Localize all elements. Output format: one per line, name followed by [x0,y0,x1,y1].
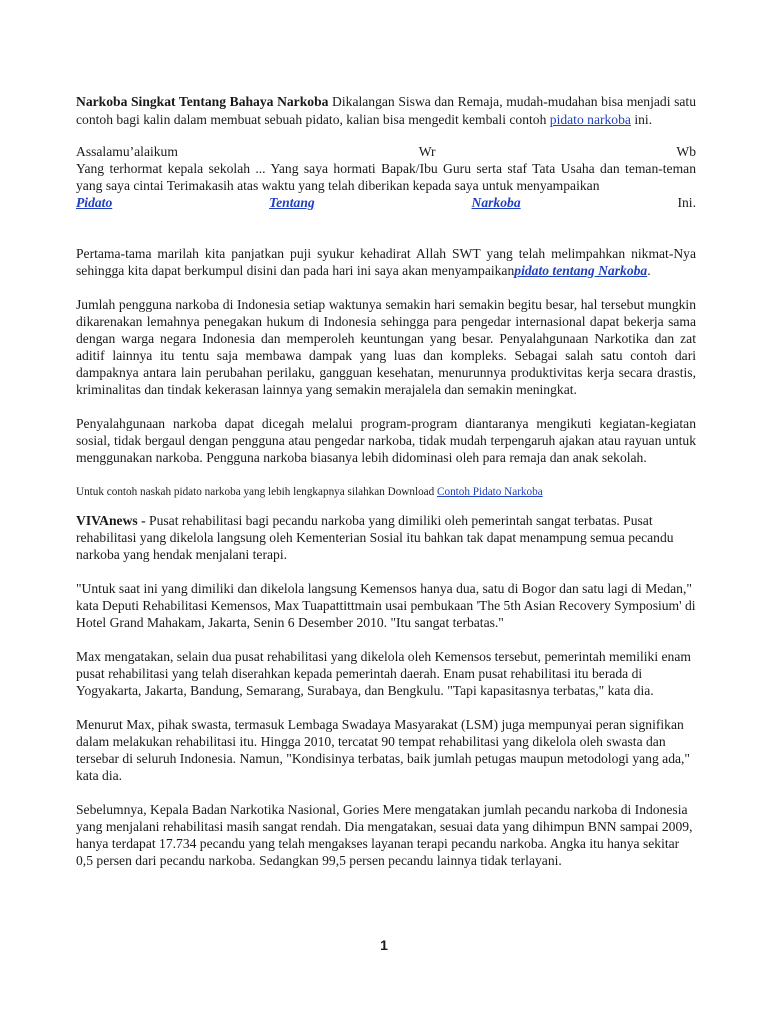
greeting-text: Yang terhormat kepala sekolah ... Yang saya hormati Bapak/Ibu Guru serta staf Tata Usaha dan teman-teman yang saya cintai Terimakasih atas waktu yang telah diberikan kepada saya untuk menyampaikan [76,161,696,193]
download-note [76,485,696,499]
intro-title: Narkoba Singkat Tentang Bahaya Narkoba [76,94,329,109]
page-number: 1 [380,937,388,953]
news-source: VIVAnews - [76,513,146,528]
greeting-wb: Wb [676,144,696,159]
news-paragraph-3: Max mengatakan, selain dua pusat rehabilitasi yang dikelola oleh Kemensos tersebut, pemerintah memiliki enam pusat rehabilitasi yang telah diserahkan kepada pemerintah daerah. Enam pusat rehabilitasi itu berada di Yogyakarta, Jakarta, Bandung, Semarang, Surabaya, dan Bengkulu. "Tapi kapasitasnya terbatas," kata dia. [76,649,691,698]
greeting-salam: Assalamu’alaikum [76,144,178,159]
opening-paragraph [76,245,696,279]
body-paragraph-prevention: Penyalahgunaan narkoba dapat dicegah melalui program-program diantaranya mengikuti kegiatan-kegiatan sosial, tidak bergaul dengan pengguna atau pengedar narkoba, tidak mudah terpengaruh ajakan atau rayuan untuk menggunakan narkoba. Pengguna narkoba biasanya lebih didominasi oleh para remaja dan anak sekolah. [76,416,696,465]
pidato-tentang-narkoba-link[interactable]: pidato tentang Narkoba [514,263,648,278]
news-paragraph-1 [76,512,696,563]
opening-text: Pertama-tama marilah kita panjatkan puji syukur kehadirat Allah SWT yang telah melimpahkan nikmat-Nya sehingga kita dapat berkumpul disini dan pada hari ini saya akan menyampaikan [76,246,696,278]
pidato-link[interactable]: Pidato [76,195,113,210]
document-body [76,93,696,869]
news-text-1: Pusat rehabilitasi bagi pecandu narkoba yang dimiliki oleh pemerintah sangat terbatas. Pusat rehabilitasi yang dikelola langsung oleh Kementerian Sosial itu bahkan tak dapat menampung semua pecandu narkoba yang hendak menjalani terapi. [76,513,674,562]
download-text: Untuk contoh naskah pidato narkoba yang lebih lengkapnya silahkan Download [76,486,438,498]
news-paragraph-2: "Untuk saat ini yang dimiliki dan dikelola langsung Kemensos hanya dua, satu di Bogor dan satu lagi di Medan," kata Deputi Rehabilitasi Kemensos, Max Tuapattittmain usai pembukaan 'The 5th Asian Recovery Symposium' di Hotel Grand Mahakam, Jakarta, Senin 6 Desember 2010. "Itu sangat terbatas." [76,581,696,630]
contoh-pidato-narkoba-link[interactable]: Contoh Pidato Narkoba [437,486,543,498]
news-paragraph-4: Menurut Max, pihak swasta, termasuk Lembaga Swadaya Masyarakat (LSM) juga mempunyai peran signifikan dalam melakukan rehabilitasi itu. Hingga 2010, tercatat 90 tempat rehabilitasi yang dikelola oleh swasta dan tersebar di seluruh Indonesia. Namun, "Kondisinya terbatas, baik jumlah petugas maupun metodologi yang ada," kata dia. [76,717,690,783]
greeting-wr: Wr [418,144,436,159]
intro-text: Dikalangan Siswa dan Remaja, mudah-mudahan bisa menjadi satu contoh bagi kalin dalam membuat sebuah pidato, kalian bisa mengedit kembali contoh [76,94,696,127]
greeting-link-line [76,194,696,211]
tentang-link[interactable]: Tentang [269,195,315,210]
greeting-end: Ini. [677,195,696,210]
pidato-narkoba-link[interactable]: pidato narkoba [549,111,631,127]
intro-end: ini. [630,111,653,127]
greeting-line [76,143,696,160]
narkoba-link[interactable]: Narkoba [471,195,521,210]
opening-end: . [647,263,651,278]
body-paragraph-users: Jumlah pengguna narkoba di Indonesia setiap waktunya semakin hari semakin begitu besar, hal tersebut mungkin dikarenakan lemahnya penegakan hukum di Indonesia sehingga para pengedar internasional dapat bekerja sama dengan warga negara Indonesia dan memperoleh keuntungan yang besar. Penyalahgunaan Narkotika dan zat aditif lainnya itu tentu saja membawa dampak yang luas dan kompleks. Sebagai salah satu contoh dari dampaknya antara lain perubahan perilaku, gangguan kesehatan, menurunnya produktivitas kerja secara drastis, kriminalitas dan tindak kekerasan lainnya yang semakin merajalela dan semakin meningkat. [76,297,696,397]
greeting-paragraph [76,160,696,194]
intro-paragraph [76,93,696,128]
news-paragraph-5: Sebelumnya, Kepala Badan Narkotika Nasional, Gories Mere mengatakan jumlah pecandu narkoba di Indonesia yang menjalani rehabilitasi masih sangat rendah. Dia mengatakan, sesuai data yang dihimpun BNN sampai 2009, hanya terdapat 17.734 pecandu yang telah mengakses layanan terapi pecandu narkoba. Angka itu hanya sekitar 0,5 persen dari pecandu narkoba. Sedangkan 99,5 persen pecandu lainnya tidak terlayani. [76,802,693,868]
